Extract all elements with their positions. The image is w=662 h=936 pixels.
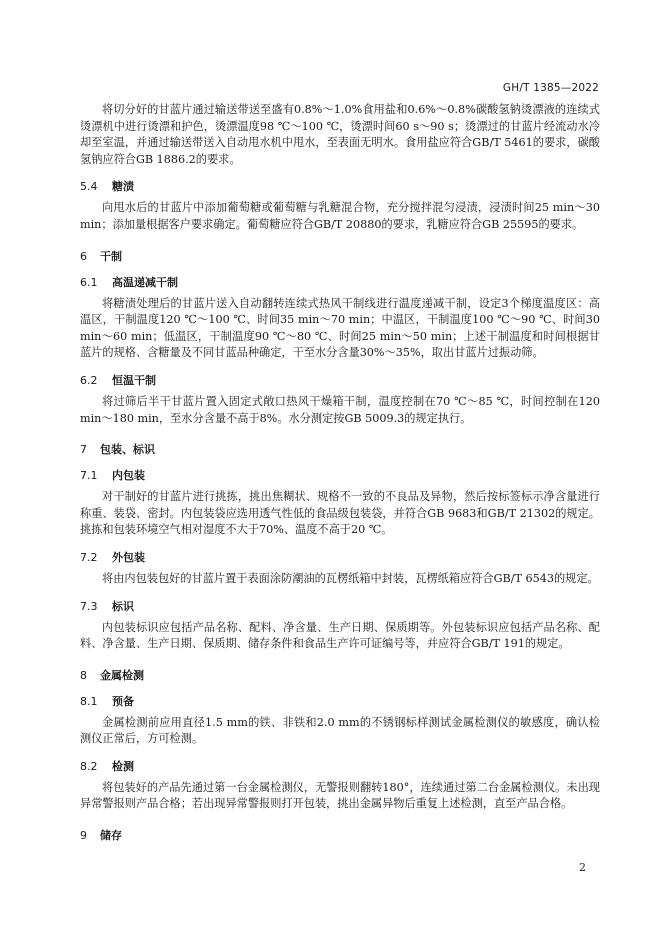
section-heading	[80, 441, 600, 457]
heading-number: 6.1	[80, 275, 98, 289]
paragraph: 对干制好的甘蓝片进行挑拣，挑出焦糊状、规格不一致的不良品及异物，然后按标签标示净含量进行称重、装袋、密封。内包装袋应选用透气性低的食品级包装袋，并符合GB 9683和GB/T 21302的规定。挑拣和包装环境空气相对湿度不大于70%、温度不高于20 ℃。	[80, 490, 600, 537]
document-code: GH/T 1385—2022	[502, 82, 599, 94]
subsection-heading	[80, 467, 600, 483]
heading-title: 内包装	[112, 469, 145, 483]
section-heading	[80, 248, 600, 264]
heading-title: 外包装	[112, 550, 145, 564]
heading-number: 7.3	[80, 599, 98, 613]
heading-title: 储存	[100, 829, 122, 843]
heading-number: 8.1	[80, 694, 98, 708]
subsection-heading	[80, 372, 600, 388]
section-heading	[80, 827, 600, 843]
heading-number: 8.2	[80, 759, 98, 773]
heading-number: 7.1	[80, 469, 98, 483]
paragraph: 将糖渍处理后的甘蓝片送入自动翻转连续式热风干制线进行温度递减干制，设定3个梯度温度区：高温区，干制温度120 ℃～100 ℃、时间35 min～70 min；中温区，干制温度100 ℃～90 ℃、时间30 min～60 min；低温区，干制温度90 ℃～80 ℃、时间25 min～50 min；上述干制温度和时间根据甘蓝片的规格、含糖量及不同甘蓝品种确定，干至水分含量30%～35%，取出甘蓝片过振动筛。	[80, 296, 600, 360]
heading-number: 6.2	[80, 373, 98, 387]
subsection-heading	[80, 598, 600, 614]
heading-number: 5.4	[80, 180, 98, 194]
section-heading	[80, 667, 600, 683]
paragraph: 将包装好的产品先通过第一台金属检测仪，无警报则翻转180°，连续通过第二台金属检测仪。未出现异常警报则产品合格；若出现异常警报则打开包装，挑出金属异物后重复上述检测，直至产品合格。	[80, 780, 600, 811]
heading-title: 恒温干制	[112, 373, 156, 387]
subsection-heading	[80, 178, 600, 194]
heading-number: 8	[80, 668, 87, 682]
subsection-heading	[80, 693, 600, 709]
heading-number: 9	[80, 829, 87, 843]
heading-number: 7.2	[80, 550, 98, 564]
heading-title: 预备	[112, 694, 134, 708]
heading-number: 7	[80, 443, 87, 457]
heading-title: 标识	[112, 599, 134, 613]
paragraph: 内包装标识应包括产品名称、配料、净含量、生产日期、保质期等。外包装标识应包括产品名称、配料、净含量、生产日期、保质期、储存条件和食品生产许可证编号等，并应符合GB/T 191的规定。	[80, 620, 600, 651]
heading-title: 干制	[100, 249, 122, 263]
paragraph: 金属检测前应用直径1.5 mm的铁、非铁和2.0 mm的不锈钢标样测试金属检测仪的敏感度，确认检测仪正常后，方可检测。	[80, 715, 600, 746]
subsection-heading	[80, 274, 600, 290]
subsection-heading	[80, 549, 600, 565]
paragraph: 将切分好的甘蓝片通过输送带送至盛有0.8%～1.0%食用盐和0.6%～0.8%碳酸氢钠烫漂液的连续式烫漂机中进行烫漂和护色，烫漂温度98 ℃～100 ℃，烫漂时间60 s～90 s；烫漂过的甘蓝片经流动水冷却至室温，并通过输送带送入自动甩水机中甩水，至表面无明水。食用盐应符合GB/T 5461的要求，碳酸氢钠应符合GB 1886.2的要求。	[80, 103, 600, 166]
document-body	[80, 102, 600, 849]
heading-title: 金属检测	[100, 668, 144, 682]
paragraph: 将由内包装包好的甘蓝片置于表面涂防潮油的瓦楞纸箱中封装，瓦楞纸箱应符合GB/T 6543的规定。	[102, 571, 599, 585]
heading-title: 高温递减干制	[112, 275, 178, 289]
heading-title: 检测	[112, 759, 134, 773]
heading-title: 糖渍	[112, 180, 134, 194]
heading-title: 包装、标识	[100, 443, 155, 457]
heading-number: 6	[80, 249, 87, 263]
paragraph: 将过筛后半干甘蓝片置入固定式敞口热风干燥箱干制，温度控制在70 ℃～85 ℃，时间控制在120 min～180 min，至水分含量不高于8%。水分测定按GB 5009.3的规定执行。	[80, 394, 600, 425]
page-number: 2	[579, 861, 586, 874]
paragraph: 向甩水后的甘蓝片中添加葡萄糖或葡萄糖与乳糖混合物，充分搅拌混匀浸渍，浸渍时间25 min～30 min；添加量根据客户要求确定。葡萄糖应符合GB/T 20880的要求，乳糖应符合GB 25595的要求。	[80, 201, 600, 231]
subsection-heading	[80, 758, 600, 774]
